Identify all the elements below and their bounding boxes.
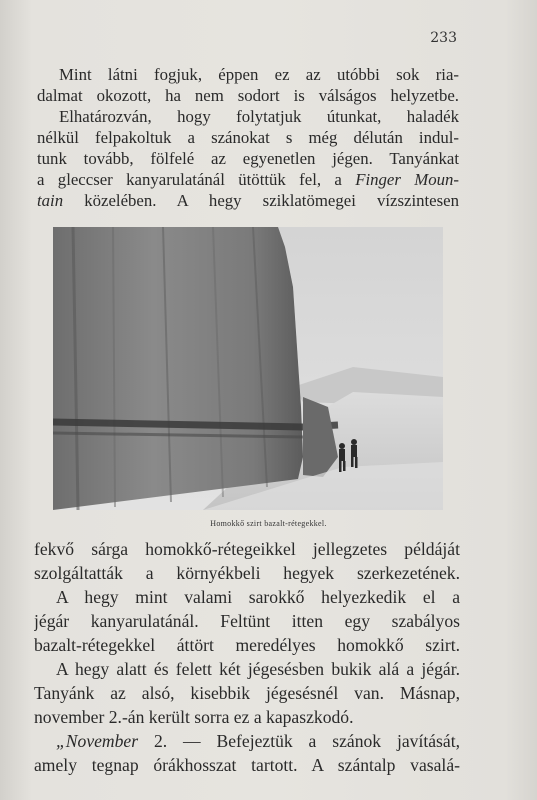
figure-caption: Homokkő szirt bazalt-rétegekkel. (210, 519, 327, 528)
text-line: amely tegnap órákhosszat tartott. A szántalp vasalá- (34, 755, 460, 775)
text-line: A hegy alatt és felett két jégesésben bukik alá a jégár. (56, 659, 460, 679)
photograph-sandstone-cliff (53, 227, 443, 510)
text-line: tunk tovább, fölfelé az egyenetlen jégen. Tanyánkat (37, 149, 459, 168)
italic-text: „November (56, 731, 139, 751)
text-line: november 2.-án került sorra ez a kapaszkodó. (34, 707, 354, 727)
italic-text: Finger Moun- (355, 170, 459, 189)
text-line: Elhatározván, hogy folytatjuk útunkat, haladék (59, 107, 459, 126)
text-line: dalmat okozott, ha nem sodort is válságos helyzetbe. (37, 86, 459, 105)
italic-text: tain (37, 191, 64, 210)
text-line: jégár kanyarulatánál. Feltünt itten egy szabályos (34, 611, 460, 631)
top-paragraph-block (37, 64, 459, 211)
text-line-finger: a gleccser kanyarulatánál ütöttük fel, a Finger Moun- (37, 170, 459, 189)
text-line: Tanyánk az alsó, kisebbik jégesésnél van. Másnap, (34, 683, 460, 703)
bottom-paragraph-block (34, 537, 460, 777)
text-line: bazalt-rétegekkel áttört meredélyes homokkő szirt. (34, 635, 460, 655)
text-line-tain: tain közelében. A hegy sziklatömegei vízszintesen (37, 191, 459, 210)
text-line: szolgáltatták a környékbeli hegyek szerkezetének. (34, 563, 460, 583)
text-line: Mint látni fogjuk, éppen ez az utóbbi sok ria- (59, 65, 459, 84)
text-line: fekvő sárga homokkő-rétegeikkel jellegzetes példáját (34, 539, 460, 559)
text-line: A hegy mint valami sarokkő helyezkedik el a (56, 587, 460, 607)
cliff-photo-illustration (53, 227, 443, 510)
text-line: nélkül felpakoltuk a szánokat s még délután indul- (37, 128, 459, 147)
page-number: 233 (430, 30, 457, 46)
text-line-november: „November 2. — Befejeztük a szánok javítását, (56, 731, 460, 751)
